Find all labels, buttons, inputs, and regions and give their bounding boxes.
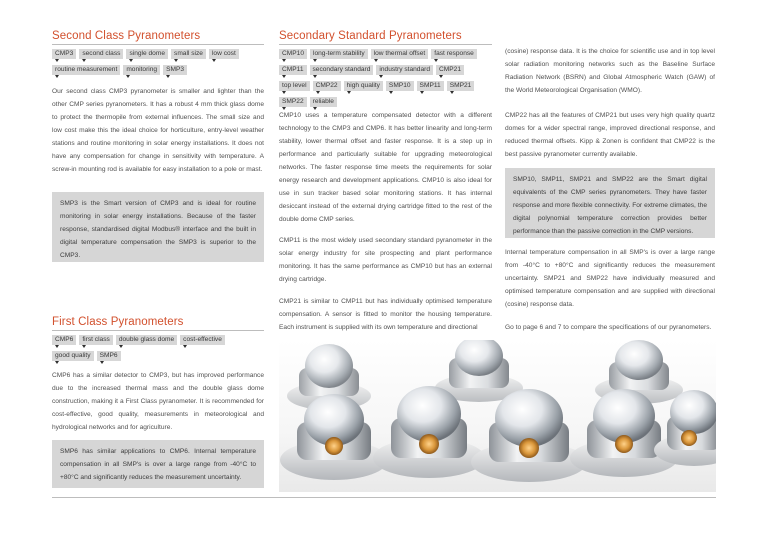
- cmp21-continued-paragraph: (cosine) response data. It is the choice for scientific use and in top level solar radiation monitoring networks such as the Baseline Surface Radiation Network (BSRN) and Global Atmospheric Watch (GAW) of the World Meteorological Organisation (WMO).: [505, 48, 715, 94]
- keyword-tag: first class: [79, 335, 112, 345]
- smp3-info-box: SMP3 is the Smart version of CMP3 and is ideal for routine monitoring in solar energy installations. Because of the faster response, standardised digital Modbus® interface and the built in digital temperature compensation the SMP3 is superior to the CMP3.: [52, 192, 264, 262]
- keyword-tag: SMP6: [97, 351, 121, 361]
- pyranometer-front-left: [280, 394, 388, 480]
- keyword-tag: SMP22: [279, 97, 307, 107]
- section-rule: [279, 44, 492, 45]
- keyword-tag: double glass dome: [116, 335, 177, 345]
- second-class-tags: [52, 49, 266, 75]
- keyword-tag: second class: [79, 49, 123, 59]
- section-rule: [52, 330, 264, 331]
- secondary-standard-tags: [279, 49, 495, 107]
- pyranometers-photo: [279, 340, 716, 492]
- keyword-tag: CMP10: [279, 49, 307, 59]
- section-rule: [52, 44, 264, 45]
- keyword-tag: single dome: [126, 49, 168, 59]
- smart-equivalents-box: SMP10, SMP11, SMP21 and SMP22 are the Smart digital equivalents of the CMP series pyranometers. They have faster response and more flexible connectivity. For extreme climates, the digital polynomial temperature correction provides better performance than the passive correction in the CMP versions.: [505, 168, 715, 238]
- keyword-tag: CMP6: [52, 335, 76, 345]
- keyword-tag: fast response: [431, 49, 477, 59]
- keyword-tag: high quality: [344, 81, 383, 91]
- secondary-standard-title: Secondary Standard Pyranometers: [279, 30, 462, 42]
- keyword-tag: SMP10: [386, 81, 414, 91]
- keyword-tag: long-term stability: [310, 49, 368, 59]
- keyword-tag: CMP21: [436, 65, 464, 75]
- keyword-tag: CMP11: [279, 65, 307, 75]
- keyword-tag: industry standard: [376, 65, 433, 75]
- pyranometer-front-center-right: [570, 389, 678, 477]
- keyword-tag: low thermal offset: [371, 49, 429, 59]
- keyword-tag: secondary standard: [310, 65, 374, 75]
- keyword-tag: cost-effective: [180, 335, 225, 345]
- smp6-info-box: SMP6 has similar applications to CMP6. Internal temperature compensation in all SMP's is over a large range from -40°C to +80°C and significantly reduces the measurement uncertainty.: [52, 440, 264, 488]
- keyword-tag: routine measurement: [52, 65, 120, 75]
- keyword-tag: monitoring: [123, 65, 160, 75]
- keyword-tag: CMP22: [313, 81, 341, 91]
- pyranometer-front-center: [471, 389, 587, 482]
- pyranometer-group-image: [279, 340, 716, 492]
- specs-reference-paragraph: Go to page 6 and 7 to compare the specifications of our pyranometers.: [505, 324, 712, 331]
- footer-rule: [52, 497, 716, 498]
- keyword-tag: CMP3: [52, 49, 76, 59]
- keyword-tag: top level: [279, 81, 310, 91]
- cmp22-paragraph: CMP22 has all the features of CMP21 but uses very high quality quartz domes for a wider spectral range, improved directional response, and reduced thermal offsets. Kipp & Zonen is confident that CMP22 is the best passive pyranometer currently available.: [505, 112, 715, 158]
- cmp11-paragraph: CMP11 is the most widely used secondary standard pyranometer in the solar energy industry for site prospecting and plant performance monitoring. It has the same performance as CMP10 but has an external drying cartridge.: [279, 237, 492, 283]
- keyword-tag: small size: [171, 49, 206, 59]
- keyword-tag: SMP3: [163, 65, 187, 75]
- first-class-title: First Class Pyranometers: [52, 316, 184, 328]
- keyword-tag: reliable: [310, 97, 337, 107]
- keyword-tag: good quality: [52, 351, 94, 361]
- second-class-title: Second Class Pyranometers: [52, 30, 201, 42]
- cmp21-paragraph: CMP21 is similar to CMP11 but has individually optimised temperature compensation. A sensor is fitted to monitor the housing temperature. Each instrument is supplied with its own temperature and directional: [279, 298, 492, 331]
- second-class-paragraph: Our second class CMP3 pyranometer is smaller and lighter than the other CMP series pyranometers. It has a robust 4 mm thick glass dome to protect the thermopile from external influences. The small size and low cost make this the ideal choice for horticulture, entry-level weather stations and routine monitoring in solar energy installations. It does not have any compensation for change in sensitivity with temperature. A screw-in mounting rod is available for easy installation to a pole or mast.: [52, 88, 264, 173]
- first-class-paragraph: CMP6 has a similar detector to CMP3, but has improved performance due to the increased thermal mass and the double glass dome construction, making it a First Class pyranometer. It is recommended for cost-effective, good quality, measurements in meteorological and hydrological networks and for agriculture.: [52, 372, 264, 431]
- cmp10-paragraph: CMP10 uses a temperature compensated detector with a different technology to the CMP3 and CMP6. It has better linearity and long-term stability, lower thermal offset and faster response. It is a step up in performance and particularly suitable for upgrading meteorological networks. The faster response time meets the requirements for solar energy research and development applications. CMP10 is also ideal for use in sun tracker based solar monitoring stations. It has internal desiccant instead of the external drying cartridge fitted to the rest of the double dome CMP series.: [279, 112, 492, 223]
- keyword-tag: low cost: [209, 49, 239, 59]
- keyword-tag: SMP11: [417, 81, 444, 91]
- first-class-tags: [52, 335, 266, 361]
- keyword-tag: SMP21: [447, 81, 475, 91]
- smp-temperature-paragraph: Internal temperature compensation in all SMP's is over a large range from -40°C to +80°C and significantly reduces the measurement uncertainty. SMP21 and SMP22 have individually measured and optimised temperature compensation and are supplied with directional (cosine) response data.: [505, 249, 715, 308]
